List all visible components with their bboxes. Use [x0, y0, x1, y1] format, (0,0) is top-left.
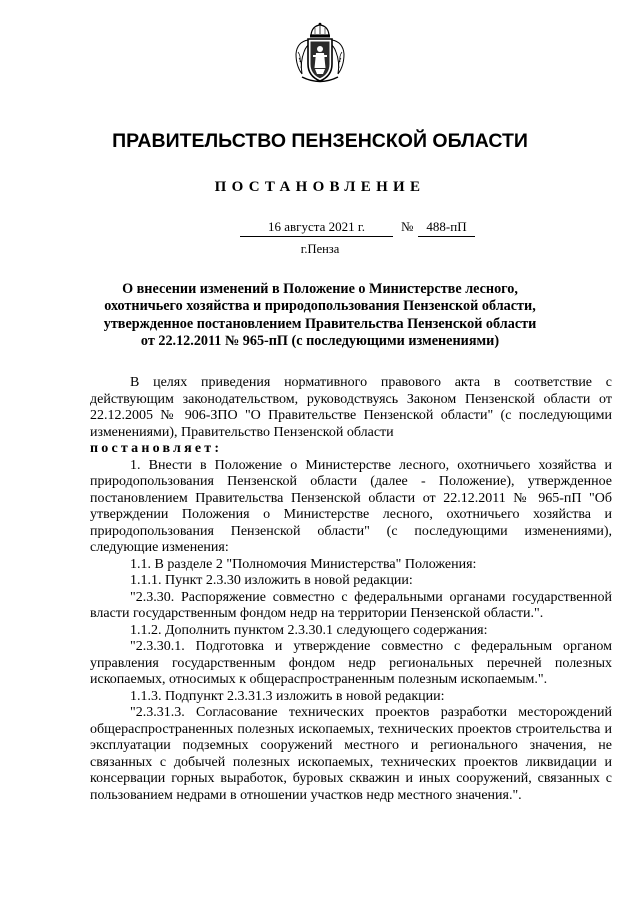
- body-paragraph: 1.1.3. Подпункт 2.3.31.3 изложить в новой редакции:: [130, 688, 445, 704]
- title-line: О внесении изменений в Положение о Министерстве лесного,: [122, 281, 518, 297]
- body-paragraph: "2.3.30. Распоряжение совместно с федеральными органами государственной власти государственным фондом недр на территории Пензенской области.".: [90, 589, 612, 621]
- number-sign: №: [401, 219, 414, 234]
- title-line: охотничьего хозяйства и природопользования Пензенской области,: [104, 298, 536, 315]
- coat-of-arms-emblem: [294, 22, 346, 84]
- body-paragraph: "2.3.31.3. Согласование технических проектов разработки месторождений общераспространенных полезных ископаемых, технических проектов строительства и эксплуатации подземных сооружений местного и регионального значения, не связанных с добычей полезных ископаемых, технических проектов ликвидации и консервации горных выработок, буровых скважин и иных сооружений, связанных с пользованием недрами в отношении участков недр местного значения.".: [90, 705, 612, 803]
- document-number: 488-пП: [418, 219, 475, 237]
- document-title: [100, 281, 540, 351]
- body-paragraph: 1.1.2. Дополнить пунктом 2.3.30.1 следующего содержания:: [130, 622, 488, 638]
- intro-paragraph: В целях приведения нормативного правового акта в соответствие с действующим законодательством, руководствуясь Законом Пензенской области от 22.12.2005 № 906-ЗПО "О Правительстве Пензенской области" (с последующими изменениями), Правительство Пензенской области: [90, 375, 612, 440]
- document-date: 16 августа 2021 г.: [240, 219, 393, 237]
- body-paragraph: "2.3.30.1. Подготовка и утверждение совместно с федеральным органом управления государственным фондом недр региональных перечней полезных ископаемых, относимых к общераспространенным полезным ископаемым.".: [90, 639, 612, 687]
- body-paragraph: 1.1.1. Пункт 2.3.30 изложить в новой редакции:: [130, 573, 413, 588]
- document-type: ПОСТАНОВЛЕНИЕ: [214, 179, 426, 195]
- body-paragraph: 1. Внести в Положение о Министерстве лесного, охотничьего хозяйства и природопользования Пензенской области (далее - Положение), утвержденное постановлением Правительства Пензенской области от 22.12.2011 № 965-пП "Об утверждении Положения о Министерстве лесного, охотничьего хозяйства и природопользования Пензенской области" (с последующими изменениями), следующие изменения:: [90, 457, 612, 555]
- organization-name: ПРАВИТЕЛЬСТВО ПЕНЗЕНСКОЙ ОБЛАСТИ: [112, 130, 528, 152]
- document-body: [90, 375, 612, 804]
- city-name: г.Пенза: [300, 242, 340, 256]
- resolves-line: [90, 441, 612, 458]
- title-line: от 22.12.2011 № 965-пП (с последующими изменениями): [140, 333, 500, 350]
- resolves-word: постановляет:: [90, 441, 223, 456]
- body-paragraph: 1.1. В разделе 2 "Полномочия Министерства" Положения:: [130, 556, 477, 572]
- title-line: утвержденное постановлением Правительства Пензенской области: [103, 315, 537, 332]
